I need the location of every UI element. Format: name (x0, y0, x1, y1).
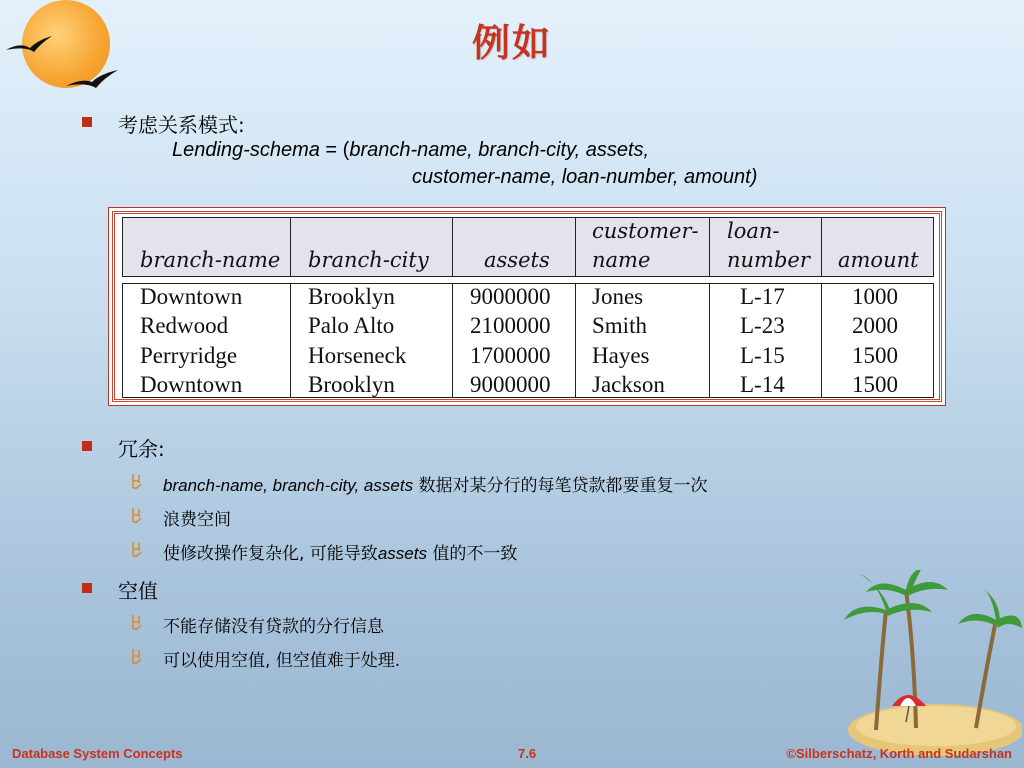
square-bullet-icon (82, 441, 92, 451)
table-cell: 2000 (852, 313, 898, 338)
table-cell: Brooklyn (308, 284, 395, 309)
h-bullet-icon (130, 647, 144, 665)
bullet2-label: 冗余: (118, 437, 165, 461)
header-loan-line1: loan- (727, 219, 780, 243)
table-cell: 1500 (852, 372, 898, 397)
h-bullet-icon (130, 506, 144, 524)
table-cell: L-23 (740, 313, 785, 338)
table-cell: Perryridge (140, 343, 238, 368)
table-cell: Palo Alto (308, 313, 395, 338)
table-cell: Downtown (140, 372, 243, 397)
table-cell: 2100000 (470, 313, 551, 338)
h-bullet-icon (130, 613, 144, 631)
schema-line-1 (172, 139, 649, 162)
header-assets: assets (484, 248, 550, 272)
header-loan-line2: number (727, 248, 810, 272)
h-bullet-icon (130, 540, 144, 558)
redundancy-item-2: 浪费空间 (163, 510, 231, 530)
schema-attrs-2: customer-name, loan-number, amount) (412, 166, 758, 188)
null-item-2: 可以使用空值, 但空值难于处理. (163, 651, 401, 671)
bullet3-label: 空值 (118, 579, 158, 603)
table-cell: 9000000 (470, 284, 551, 309)
footer-right: ©Silberschatz, Korth and Sudarshan (786, 746, 1012, 761)
schema-name: Lending-schema (172, 139, 320, 161)
header-amount: amount (838, 248, 919, 272)
schema-eq: = ( (319, 139, 350, 161)
table-cell: L-17 (740, 284, 785, 309)
bullet1-label: 考虑关系模式: (118, 113, 245, 137)
table-cell: 1000 (852, 284, 898, 309)
table-cell: 1700000 (470, 343, 551, 368)
redundancy-item-3: 使修改操作复杂化, 可能导致assets 值的不一致 (163, 544, 518, 564)
h-bullet-icon (130, 472, 144, 490)
header-branch-name: branch-name (140, 248, 281, 272)
table-cell: Redwood (140, 313, 229, 338)
table-cell: Smith (592, 313, 647, 338)
page-title: 例如 (471, 21, 552, 65)
table-cell: Downtown (140, 284, 243, 309)
header-customer-line1: customer- (592, 219, 699, 243)
table-cell: 1500 (852, 343, 898, 368)
table-cell: Brooklyn (308, 372, 395, 397)
palm-island-icon (836, 570, 1022, 760)
null-item-1: 不能存储没有贷款的分行信息 (163, 617, 384, 637)
table-cell: Horseneck (308, 343, 407, 368)
footer-left: Database System Concepts (12, 746, 183, 761)
table-cell: 9000000 (470, 372, 551, 397)
header-branch-city: branch-city (308, 248, 429, 272)
redundancy-item-1: branch-name, branch-city, assets 数据对某分行的每笔贷款都要重复一次 (163, 476, 708, 496)
table-cell: L-14 (740, 372, 785, 397)
table-cell: Jackson (592, 372, 665, 397)
square-bullet-icon (82, 117, 92, 127)
schema-attrs-1: branch-name, branch-city, assets, (349, 139, 650, 161)
table-cell: Hayes (592, 343, 650, 368)
table-cell: Jones (592, 284, 644, 309)
footer-page-number: 7.6 (518, 746, 537, 761)
table-cell: L-15 (740, 343, 785, 368)
square-bullet-icon (82, 583, 92, 593)
header-customer-line2: name (592, 248, 651, 272)
